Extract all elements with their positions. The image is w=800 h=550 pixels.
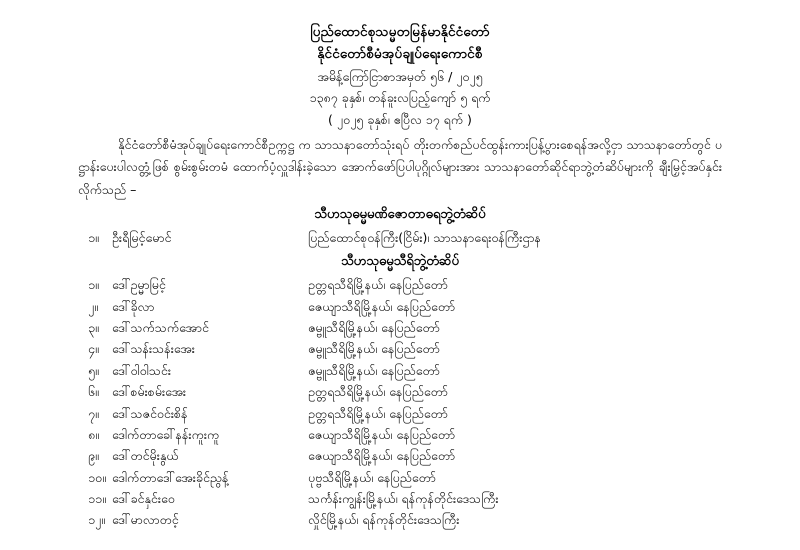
row-number: ၁၁။ — [88, 491, 106, 507]
row-name: ဒေါ်ဥမ္မာမြင့် — [112, 277, 166, 293]
award-list-2 — [78, 274, 722, 531]
row-number: ၁၂။ — [88, 512, 105, 528]
row-name: ဒေါ်မာလာတင့် — [112, 512, 179, 528]
table-row — [78, 360, 722, 381]
row-name: ဒေါ်ဝါဝါသင်း — [112, 362, 172, 378]
row-number: ၂။ — [88, 298, 98, 314]
table-row — [78, 227, 722, 248]
section-heading-2: သီဟသုဓမ္မသီရိဘွဲ့တံဆိပ် — [341, 254, 459, 270]
row-detail: ဇေယျာသီရိမြို့နယ်၊ နေပြည်တော် — [308, 298, 456, 314]
row-name: ဒေါ်သန်းသန်းအေး — [112, 341, 195, 357]
row-number: ၆။ — [88, 384, 99, 400]
row-number: ၁၀။ — [88, 469, 106, 485]
row-number: ၃။ — [88, 320, 99, 336]
row-detail: ဥတ္တရသီရိမြို့နယ်၊ နေပြည်တော် — [308, 405, 448, 421]
table-row — [78, 467, 722, 488]
row-number: ၄။ — [88, 341, 99, 357]
table-row — [78, 403, 722, 424]
row-detail: ဥတ္တရသီရိမြို့နယ်၊ နေပြည်တော် — [308, 384, 448, 400]
row-detail: လှိုင်မြို့နယ်၊ ရန်ကုန်တိုင်းဒေသကြီး — [308, 512, 460, 528]
table-row — [78, 488, 722, 509]
row-detail: ဥတ္တရသီရိမြို့နယ်၊ နေပြည်တော် — [308, 277, 448, 293]
row-name: ဒေါ်သက်သက်အောင် — [112, 320, 209, 336]
row-name: ဒေါက်တာခေါ်နန်းကူးကူ — [112, 426, 220, 442]
section-heading-1: သီဟသုဓမ္မမဏိဇောတာဓရဘွဲ့တံဆိပ် — [314, 206, 486, 222]
row-detail: ဇမ္ဗူသီရိမြို့နယ်၊ နေပြည်တော် — [308, 341, 440, 357]
document-header — [78, 22, 722, 130]
table-row — [78, 381, 722, 402]
row-detail: ဇေယျာသီရိမြို့နယ်၊ နေပြည်တော် — [308, 448, 456, 464]
header-council-line: နိုင်ငံတော်စီမံအုပ်ချုပ်ရေးကောင်စီ — [317, 45, 483, 62]
header-burmese-date: ၁၃၈၇ ခုနှစ်၊ တန်ခူးလပြည့်ကျော် ၅ ရက် — [309, 90, 491, 106]
row-name: ဒေါ်သဇင်ဝင်းစိန် — [112, 405, 188, 421]
table-row — [78, 317, 722, 338]
row-name: ဒေါ်စမ်းစမ်းအေး — [112, 384, 187, 400]
body-paragraph — [78, 134, 722, 201]
table-row — [78, 424, 722, 445]
row-number: ၁။ — [88, 229, 99, 245]
paragraph-text: နိုင်ငံတော်စီမံအုပ်ချုပ်ရေးကောင်စီဥက္ကဋ္ဌ က သာသနာတော်သုံးရပ် တိုးတက်စည်ပင်ထွန်းကားပြန့်ပွားစေရန်အလို့ငှာ သာသနာတော်တွင် ပဋ္ဌာန်းပေးပါလတ္တံ့ဖြစ် စွမ်းစွမ်းတမံ ထောက်ပံ့လှူဒါန်းခဲ့သော အောက်ဖော်ပြပါပုဂ္ဂိုလ်များအား သာသနာတော်ဆိုင်ရာဘွဲ့တံဆိပ်များကို ချီးမြှင့်အပ်နှင်းလိုက်သည် – — [78, 137, 722, 197]
row-name: ဒေါ်ခင်နှင်းဝေ — [112, 491, 175, 507]
header-notification-number: အမိန့်ကြော်ငြာစာအမှတ် ၅၆ / ၂၀၂၅ — [317, 68, 483, 84]
header-gregorian-date: ( ၂၀၂၅ ခုနှစ်၊ ဧပြီလ ၁၇ ရက် ) — [328, 111, 472, 127]
row-name: ဒေါက်တာဒေါ်အေးခိုင်ညွန့် — [112, 469, 229, 485]
table-row — [78, 445, 722, 466]
row-detail: ဇမ္ဗူသီရိမြို့နယ်၊ နေပြည်တော် — [308, 362, 440, 378]
row-name: ဒေါ်ခိုလာ — [112, 298, 155, 314]
award-list-1 — [78, 227, 722, 248]
row-number: ၇။ — [88, 405, 99, 421]
header-country-line: ပြည်ထောင်စုသမ္မတမြန်မာနိုင်ငံတော် — [310, 24, 490, 40]
row-detail: ဇမ္ဗူသီရိမြို့နယ်၊ နေပြည်တော် — [308, 320, 440, 336]
row-detail: ပြည်ထောင်စုဝန်ကြီး(ငြိမ်း)၊ သာသနာရေးဝန်ကြီးဌာန — [308, 229, 541, 245]
row-name: ဦးရီမြင့်မောင် — [112, 229, 172, 245]
row-number: ၉။ — [88, 448, 99, 464]
row-detail: သင်္ကန်းကျွန်းမြို့နယ်၊ ရန်ကုန်တိုင်းဒေသကြီး — [308, 491, 499, 507]
table-row — [78, 274, 722, 295]
row-name: ဒေါ်တင်မိုးနွယ် — [112, 448, 179, 464]
row-number: ၅။ — [88, 362, 99, 378]
table-row — [78, 338, 722, 359]
row-number: ၈။ — [88, 426, 99, 442]
table-row — [78, 509, 722, 530]
row-detail: ဇေယျာသီရိမြို့နယ်၊ နေပြည်တော် — [308, 426, 456, 442]
table-row — [78, 296, 722, 317]
row-detail: ပုဗ္ဗသီရိမြို့နယ်၊ နေပြည်တော် — [308, 469, 436, 485]
row-number: ၁။ — [88, 277, 99, 293]
